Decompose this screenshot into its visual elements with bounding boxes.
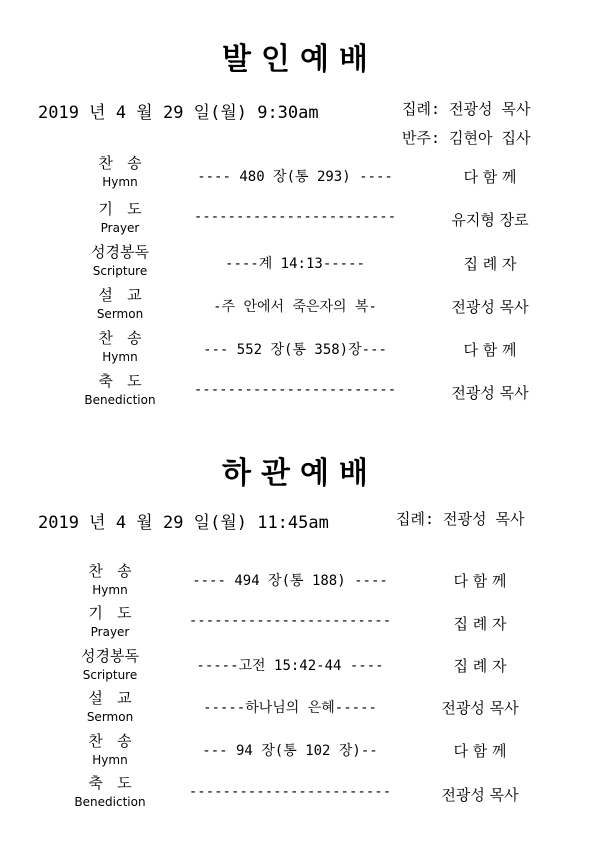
item-korean-name: 성경봉독 xyxy=(81,647,139,665)
item-english-name: Hymn xyxy=(92,753,128,767)
item-korean-name: 설 교 xyxy=(88,689,132,707)
item-korean-name: 찬 송 xyxy=(98,329,142,347)
item-content: -주 안에서 죽은자의 복- xyxy=(213,299,377,315)
officiant-label: 집례: 전광성 목사 xyxy=(396,510,525,528)
section-title: 하관예배 xyxy=(222,456,378,491)
item-english-name: Prayer xyxy=(90,625,130,639)
item-english-name: Sermon xyxy=(96,307,144,321)
accompanist-label: 반주: 김현아 집사 xyxy=(402,129,531,147)
item-leader: 다 함 께 xyxy=(463,341,517,359)
item-korean-name: 축 도 xyxy=(98,372,142,390)
item-english-name: Scripture xyxy=(92,264,148,278)
item-content: --- 94 장(통 102 장)-- xyxy=(202,743,378,759)
item-leader: 전광성 목사 xyxy=(451,298,529,316)
item-english-name: Prayer xyxy=(100,221,140,235)
officiant-label: 집례: 전광성 목사 xyxy=(402,100,531,118)
item-leader: 유지형 장로 xyxy=(451,211,529,229)
item-content: ---- 494 장(통 188) ---- xyxy=(192,573,388,589)
section-title: 발인예배 xyxy=(222,42,378,77)
item-leader: 다 함 께 xyxy=(463,168,517,186)
item-english-name: Scripture xyxy=(82,668,138,682)
item-english-name: Sermon xyxy=(86,710,134,724)
item-korean-name: 설 교 xyxy=(98,286,142,304)
item-english-name: Benediction xyxy=(84,393,156,407)
item-content: -----하나님의 은혜----- xyxy=(203,700,377,716)
item-content: ------------------------ xyxy=(193,209,397,225)
item-korean-name: 축 도 xyxy=(88,774,132,792)
item-content: ---- 480 장(통 293) ---- xyxy=(197,169,393,185)
item-leader: 전광성 목사 xyxy=(441,699,519,717)
item-english-name: Hymn xyxy=(92,583,128,597)
item-leader: 다 함 께 xyxy=(453,572,507,590)
item-leader: 집 례 자 xyxy=(463,255,517,273)
item-english-name: Hymn xyxy=(102,350,138,364)
item-korean-name: 찬 송 xyxy=(88,562,132,580)
item-content: ------------------------ xyxy=(193,382,397,398)
item-korean-name: 찬 송 xyxy=(98,154,142,172)
item-content: --- 552 장(통 358)장--- xyxy=(203,342,387,358)
service-date: 2019 년 4 월 29 일(월) 9:30am xyxy=(38,103,319,123)
service-date: 2019 년 4 월 29 일(월) 11:45am xyxy=(38,513,329,533)
item-leader: 전광성 목사 xyxy=(451,384,529,402)
item-english-name: Benediction xyxy=(74,795,146,809)
item-content: ------------------------ xyxy=(188,784,392,800)
item-english-name: Hymn xyxy=(102,175,138,189)
item-korean-name: 성경봉독 xyxy=(91,243,149,261)
item-content: ----계 14:13----- xyxy=(225,256,365,272)
item-korean-name: 기 도 xyxy=(98,200,142,218)
item-korean-name: 찬 송 xyxy=(88,732,132,750)
item-leader: 집 례 자 xyxy=(453,657,507,675)
item-leader: 다 함 께 xyxy=(453,742,507,760)
item-content: ------------------------ xyxy=(188,613,392,629)
item-leader: 집 례 자 xyxy=(453,615,507,633)
item-korean-name: 기 도 xyxy=(88,604,132,622)
item-content: -----고전 15:42-44 ---- xyxy=(196,658,384,674)
item-leader: 전광성 목사 xyxy=(441,786,519,804)
